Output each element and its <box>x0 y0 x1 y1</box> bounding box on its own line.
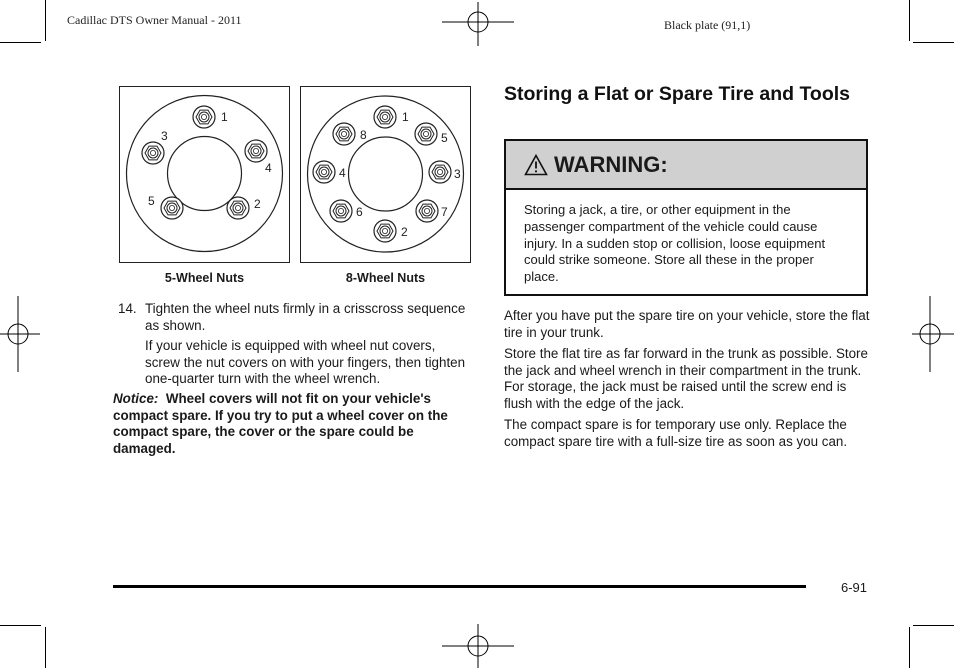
nut-label: 3 <box>161 129 168 143</box>
nut-label: 1 <box>402 110 409 124</box>
plate-label: Black plate (91,1) <box>664 18 751 32</box>
crosshair-registration-icon <box>912 296 954 372</box>
warning-box <box>504 139 868 296</box>
nut-label: 5 <box>441 131 448 145</box>
wheel-nut <box>330 200 352 222</box>
crosshair-registration-icon <box>442 2 514 46</box>
section-heading: Storing a Flat or Spare Tire and Tools <box>504 83 851 105</box>
crosshair-registration-icon <box>442 624 514 668</box>
step-14 <box>118 301 473 392</box>
crosshair-registration-icon <box>0 296 40 372</box>
footer-rule <box>113 585 806 588</box>
nut-label: 2 <box>254 197 261 211</box>
eight-wheel-caption: 8-Wheel Nuts <box>345 271 426 285</box>
wheel-nut <box>313 161 335 183</box>
nut-label: 8 <box>360 128 367 142</box>
paragraph: After you have put the spare tire on your vehicle, store the flat tire in your trunk. <box>504 308 870 340</box>
notice-label: Notice: <box>113 391 159 406</box>
notice-text: Wheel covers will not fit on your vehicle's compact spare. If you try to put a wheel cover on the compact spare, the cover or the spare could be damaged. <box>113 391 448 456</box>
crop-mark <box>45 0 46 41</box>
warning-triangle-icon <box>524 154 548 176</box>
nut-label: 4 <box>339 166 346 180</box>
crop-mark <box>0 42 41 43</box>
crop-mark <box>913 42 954 43</box>
wheel-nut <box>429 161 451 183</box>
wheel-nut <box>416 200 438 222</box>
step-subtext: If your vehicle is equipped with wheel nut covers, screw the nut covers on with your fingers, then tighten one-quarter turn with the wheel wrench. <box>145 338 466 386</box>
wheel-nut <box>245 140 267 162</box>
nut-label: 5 <box>148 194 155 208</box>
manual-title: Cadillac DTS Owner Manual - 2011 <box>67 13 242 27</box>
warning-header <box>506 141 866 190</box>
nut-label: 2 <box>401 225 408 239</box>
wheel-nut <box>142 142 164 164</box>
step-text: Tighten the wheel nuts firmly in a crisscross sequence as shown. <box>145 301 466 333</box>
crop-mark <box>45 627 46 668</box>
wheel-nut <box>374 106 396 128</box>
crop-mark <box>0 625 41 626</box>
wheel-nut <box>374 220 396 242</box>
warning-text: Storing a jack, a tire, or other equipment in the passenger compartment of the vehicle could cause injury. In a sudden stop or collision, loose equipment could strike someone. Store all these in the proper place. <box>524 202 826 285</box>
nut-label: 3 <box>454 167 461 181</box>
wheel-nut <box>161 197 183 219</box>
wheel-nut <box>415 123 437 145</box>
crop-mark <box>913 625 954 626</box>
paragraph: Store the flat tire as far forward in the trunk as possible. Store the jack and wheel wrench in their compartment in the trunk. For storage, the jack must be raised until the screw end is flush with the edge of the jack. <box>504 346 868 411</box>
eight-wheel-nuts-diagram <box>300 86 471 263</box>
five-wheel-caption: 5-Wheel Nuts <box>164 271 245 285</box>
crop-mark <box>909 627 910 668</box>
warning-title: WARNING: <box>554 151 668 177</box>
crop-mark <box>909 0 910 41</box>
nut-label: 6 <box>356 205 363 219</box>
notice <box>113 391 473 457</box>
wheel-nut <box>227 197 249 219</box>
wheel-nut <box>193 106 215 128</box>
nut-label: 7 <box>441 205 448 219</box>
five-wheel-nuts-diagram <box>119 86 290 263</box>
nut-label: 4 <box>265 161 272 175</box>
wheel-nut <box>333 123 355 145</box>
paragraph: The compact spare is for temporary use only. Replace the compact spare tire with a full-size tire as soon as you can. <box>504 417 848 449</box>
page-number: 6-91 <box>841 580 868 595</box>
step-number: 14. <box>118 301 137 316</box>
nut-label: 1 <box>221 110 228 124</box>
